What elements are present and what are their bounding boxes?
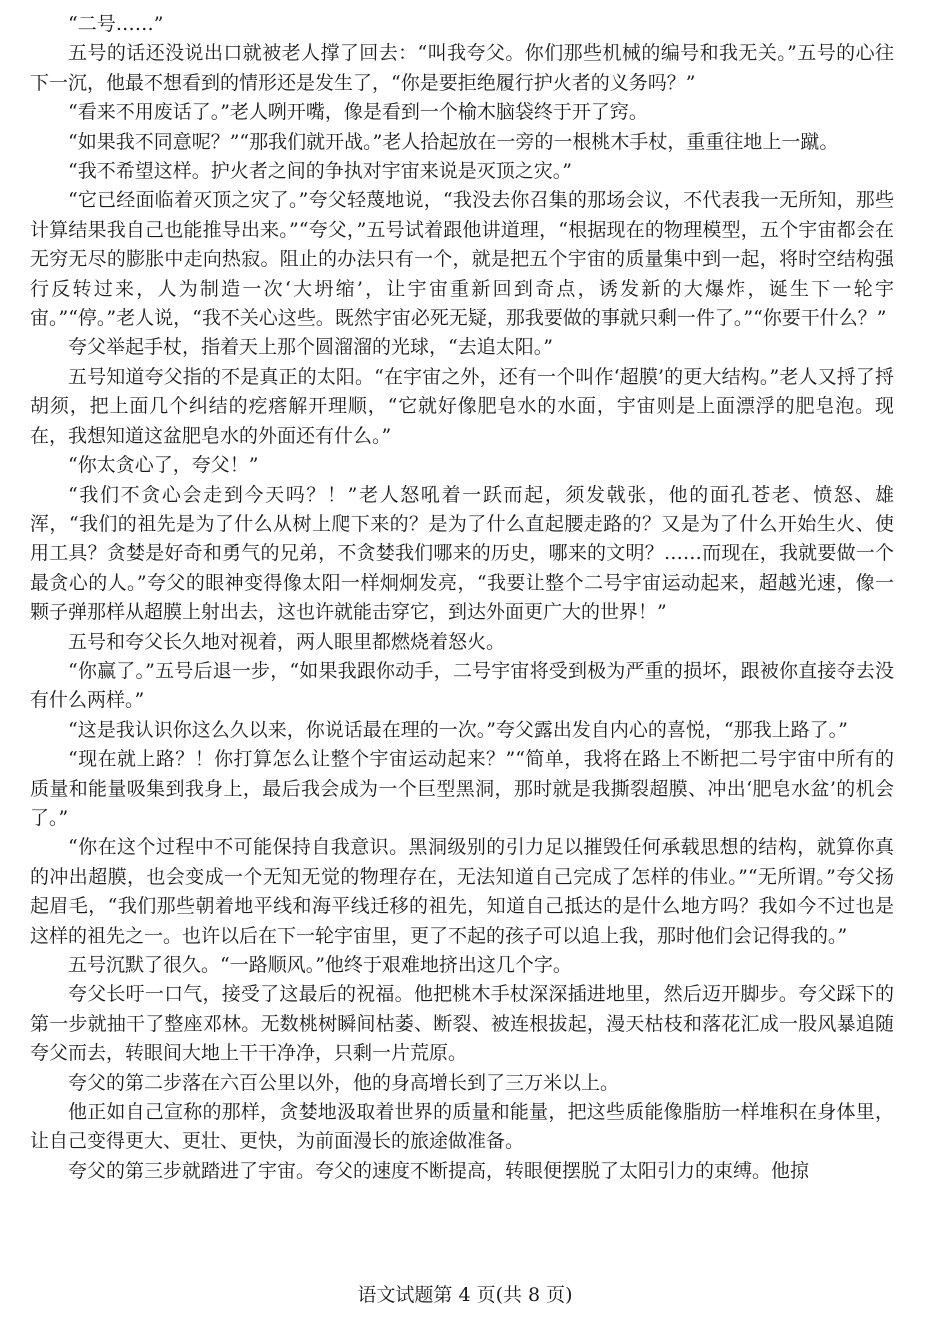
paragraph: 夸父长吁一口气，接受了这最后的祝福。他把桃木手杖深深插进地里，然后迈开脚步。夸父踩下的第一步就抽干了整座邓林。无数桃树瞬间枯萎、断裂、被连根拔起，漫天枯枝和落花汇成一股风暴追随夸父而去，转眼间大地上干干净净，只剩一片荒原。 bbox=[30, 983, 894, 1065]
paragraph: 夸父的第三步就踏进了宇宙。夸父的速度不断提高，转眼便摆脱了太阳引力的束缚。他掠 bbox=[68, 1159, 810, 1182]
paragraph: 五号知道夸父指的不是真正的太阳。“在宇宙之外，还有一个叫作‘超膜’的更大结构。”老人又捋了捋胡须，把上面几个纠结的疙瘩解开理顺，“它就好像肥皂水的水面，宇宙则是上面漂浮的肥皂泡。现在，我想知道这盆肥皂水的外面还有什么。” bbox=[30, 365, 894, 447]
paragraph: 夸父的第二步落在六百公里以外，他的身高增长到了三万米以上。 bbox=[68, 1071, 620, 1094]
paragraph: 五号和夸父长久地对视着，两人眼里都燃烧着怒火。 bbox=[68, 630, 506, 653]
paragraph: “看来不用废话了。”老人咧开嘴，像是看到一个榆木脑袋终于开了窍。 bbox=[68, 101, 648, 124]
paragraph: “现在就上路？！你打算怎么让整个宇宙运动起来？”“简单，我将在路上不断把二号宇宙中所有的质量和能量吸集到我身上，最后我会成为一个巨型黑洞，那时就是我撕裂超膜、冲出‘肥皂水盆’的机会了。” bbox=[30, 748, 894, 829]
page-footer: 语文试题第 4 页(共 8 页) bbox=[357, 1284, 573, 1306]
paragraph: 夸父举起手杖，指着天上那个圆溜溜的光球，“去追太阳。” bbox=[68, 336, 553, 359]
paragraph: “你赢了。”五号后退一步，“如果我跟你动手，二号宇宙将受到极为严重的损坏，跟被你直接夺去没有什么两样。” bbox=[30, 659, 894, 712]
paragraph: 五号的话还没说出口就被老人撑了回去：“叫我夸父。你们那些机械的编号和我无关。”五号的心往下一沉，他最不想看到的情形还是发生了，“你是要拒绝履行护火者的义务吗？” bbox=[30, 42, 894, 94]
paragraph: “这是我认识你这么久以来，你说话最在理的一次。”夸父露出发自内心的喜悦，“那我上路了。” bbox=[68, 718, 848, 741]
paragraph: 他正如自己宣称的那样，贪婪地汲取着世界的质量和能量，把这些质能像脂肪一样堆积在身体里，让自己变得更大、更壮、更快，为前面漫长的旅途做准备。 bbox=[30, 1101, 894, 1153]
paragraph: “我不希望这样。护火者之间的争执对宇宙来说是灭顶之灾。” bbox=[68, 160, 572, 183]
paragraph: “它已经面临着灭顶之灾了。”夸父轻蔑地说，“我没去你召集的那场会议，不代表我一无所知，那些计算结果我自己也能推导出来。”“夸父，”五号试着跟他讲道理，“根据现在的物理模型，五个宇宙都会在无穷无尽的膨胀中走向热寂。阻止的办法只有一个，就是把五个宇宙的质量集中到一起，将时空结构强行反转过来，人为制造一次‘大坍缩’，让宇宙重新回到奇点，诱发新的大爆炸，诞生下一轮宇宙。”“停。”老人说，“我不关心这些。既然宇宙必死无疑，那我要做的事就只剩一件了。”“你要干什么？” bbox=[30, 189, 894, 330]
paragraph: “如果我不同意呢？”“那我们就开战。”老人拾起放在一旁的一根桃木手杖，重重往地上一蹴。 bbox=[68, 130, 839, 153]
paragraph: “你太贪心了，夸父！” bbox=[68, 454, 259, 477]
paragraph: 五号沉默了很久。“一路顺风。”他终于艰难地挤出这几个字。 bbox=[68, 954, 572, 976]
paragraph: “二号……” bbox=[68, 13, 164, 35]
paragraph: “你在这个过程中不可能保持自我意识。黑洞级别的引力足以摧毁任何承载思想的结构，就算你真的冲出超膜，也会变成一个无知无觉的物理存在，无法知道自己完成了怎样的伟业。”“无所谓。”夸父扬起眉毛，“我们那些朝着地平线和海平线迁移的祖先，知道自己抵达的是什么地方吗？我如今不过也是这样的祖先之一。也许以后在下一轮宇宙里，更了不起的孩子可以追上我，那时他们会记得我的。” bbox=[30, 836, 894, 947]
article-body bbox=[30, 10, 894, 1186]
paragraph: “我们不贪心会走到今天吗？！”老人怒吼着一跃而起，须发戟张，他的面孔苍老、愤怒、雄浑，“我们的祖先是为了什么从树上爬下来的？是为了什么直起腰走路的？又是为了什么开始生火、使用工具？贪婪是好奇和勇气的兄弟，不贪婪我们哪来的历史，哪来的文明？……而现在，我就要做一个最贪心的人。”夸父的眼神变得像太阳一样炯炯发亮，“我要让整个二号宇宙运动起来，超越光速，像一颗子弹那样从超膜上射出去，这也许就能击穿它，到达外面更广大的世界！” bbox=[30, 483, 894, 624]
